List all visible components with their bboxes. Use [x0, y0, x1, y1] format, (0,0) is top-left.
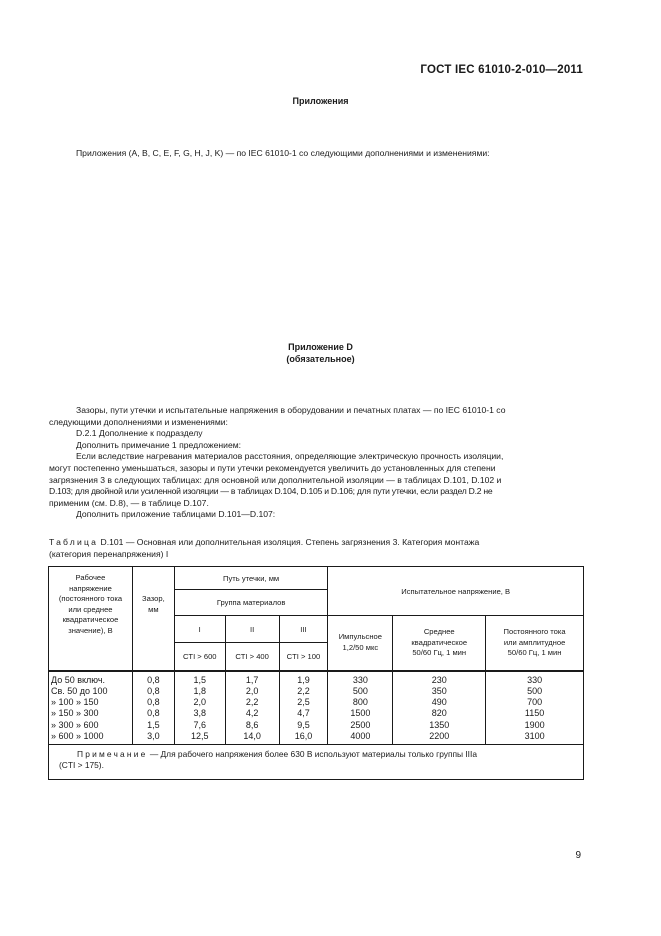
header-clearance-cont [132, 643, 174, 671]
table-row: » 600 » 1000 [51, 730, 104, 741]
header-clearance: Зазор, мм [132, 567, 174, 643]
annex-d-instruction: Дополнить примечание 1 предложением: [76, 439, 242, 450]
col-group-3-values: 1,9 2,2 2,5 4,7 9,5 16,0 [279, 671, 328, 745]
annex-d-add-tables: Дополнить приложение таблицами D.101—D.107: [76, 509, 276, 520]
header-test-voltage: Испытательное напряжение, В [328, 567, 584, 616]
table-row: » 100 » 150 [51, 697, 99, 708]
table-caption-text: D.101 — Основная или дополнительная изоляция. Степень загрязнения 3. Категория монтажа [100, 537, 480, 547]
table-row: » 300 » 600 [51, 719, 99, 730]
annex-d-paragraph-4-line-1: Если вследствие нагревания материалов расстояния, определяющие электрическую прочность изоляции, [76, 451, 504, 462]
annex-d-title: Приложение D [288, 342, 353, 352]
page-number: 9 [575, 850, 581, 861]
header-cti-1: CTI > 600 [174, 643, 225, 671]
header-creepage: Путь утечки, мм [174, 567, 328, 590]
annexes-text: Приложения (A, B, C, E, F, G, H, J, K) — по IEC 61010-1 со следующими дополнениями и изменениями: [76, 148, 490, 158]
col-group-2-values: 1,7 2,0 2,2 4,2 8,6 14,0 [225, 671, 279, 745]
header-voltage: Рабочее напряжение (постоянного тока или среднее квадратическое значение), В [49, 567, 133, 643]
table-caption-prefix: Таблица [49, 537, 99, 547]
annex-d-paragraph-4-line-5: применим (см. D.8), — в таблице D.107. [49, 497, 209, 508]
table-row: » 150 » 300 [51, 708, 99, 719]
data-table [48, 566, 584, 780]
annex-d-subtitle: (обязательное) [286, 354, 355, 364]
annex-d-paragraph-4-line-2: могут постепенно уменьшаться, зазоры и пути утечки рекомендуется увеличить до установленных для степени [49, 463, 496, 473]
table-note-text-line-2: (CTI > 175). [59, 760, 104, 771]
annex-d-clause-heading: D.2.1 Дополнение к подразделу [76, 428, 203, 439]
header-rms: Среднее квадратическое 50/60 Гц, 1 мин [393, 616, 486, 671]
table-note [49, 745, 584, 780]
annexes-title: Приложения [292, 96, 349, 106]
annex-d-paragraph-4-line-3: загрязнения 3 в следующих таблицах: для основной или дополнительной изоляции — в таблицах D.101, D.102 и [49, 474, 502, 485]
header-impulse: Импульсное 1,2/50 мкс [328, 616, 393, 671]
table-note-text: — Для рабочего напряжения более 630 В используют материалы только группы IIIa [149, 749, 477, 760]
table-row: Св. 50 до 100 [51, 685, 108, 696]
annex-d-paragraph-4-line-4: D.103; для двойной или усиленной изоляции — в таблицах D.104, D.105 и D.106; для пути утечки, если раздел D.2 не [49, 486, 493, 497]
header-group-2: II [225, 616, 279, 643]
col-rms-values: 230 350 490 820 1350 2200 [393, 671, 486, 745]
header-cti-2: CTI > 400 [225, 643, 279, 671]
header-material-group: Группа материалов [174, 590, 328, 616]
header-voltage-cont [49, 643, 133, 671]
document-standard-id: ГОСТ IEC 61010-2-010—2011 [420, 64, 583, 76]
col-clearance-values: 0,8 0,8 0,8 0,8 1,5 3,0 [132, 671, 174, 745]
col-dc-values: 330 500 700 1150 1900 3100 [486, 671, 584, 745]
table-note-prefix: Примечание [77, 749, 148, 760]
col-voltage-values [49, 671, 133, 745]
table-caption-line-1 [49, 537, 479, 549]
col-group-1-values: 1,5 1,8 2,0 3,8 7,6 12,5 [174, 671, 225, 745]
table-row: До 50 включ. [51, 674, 106, 685]
annex-d-paragraph-1-line-2: следующими дополнениями и изменениями: [49, 416, 228, 427]
header-cti-3: CTI > 100 [279, 643, 328, 671]
col-impulse-values: 330 500 800 1500 2500 4000 [328, 671, 393, 745]
header-group-1: I [174, 616, 225, 643]
header-dc-peak: Постоянного тока или амплитудное 50/60 Гц, 1 мин [486, 616, 584, 671]
annex-d-paragraph-1-line-1: Зазоры, пути утечки и испытательные напряжения в оборудовании и печатных платах — по IEC 61010-1 со [76, 405, 506, 415]
table-caption-line-2: (категория перенапряжения) I [49, 548, 169, 559]
header-group-3: III [279, 616, 328, 643]
